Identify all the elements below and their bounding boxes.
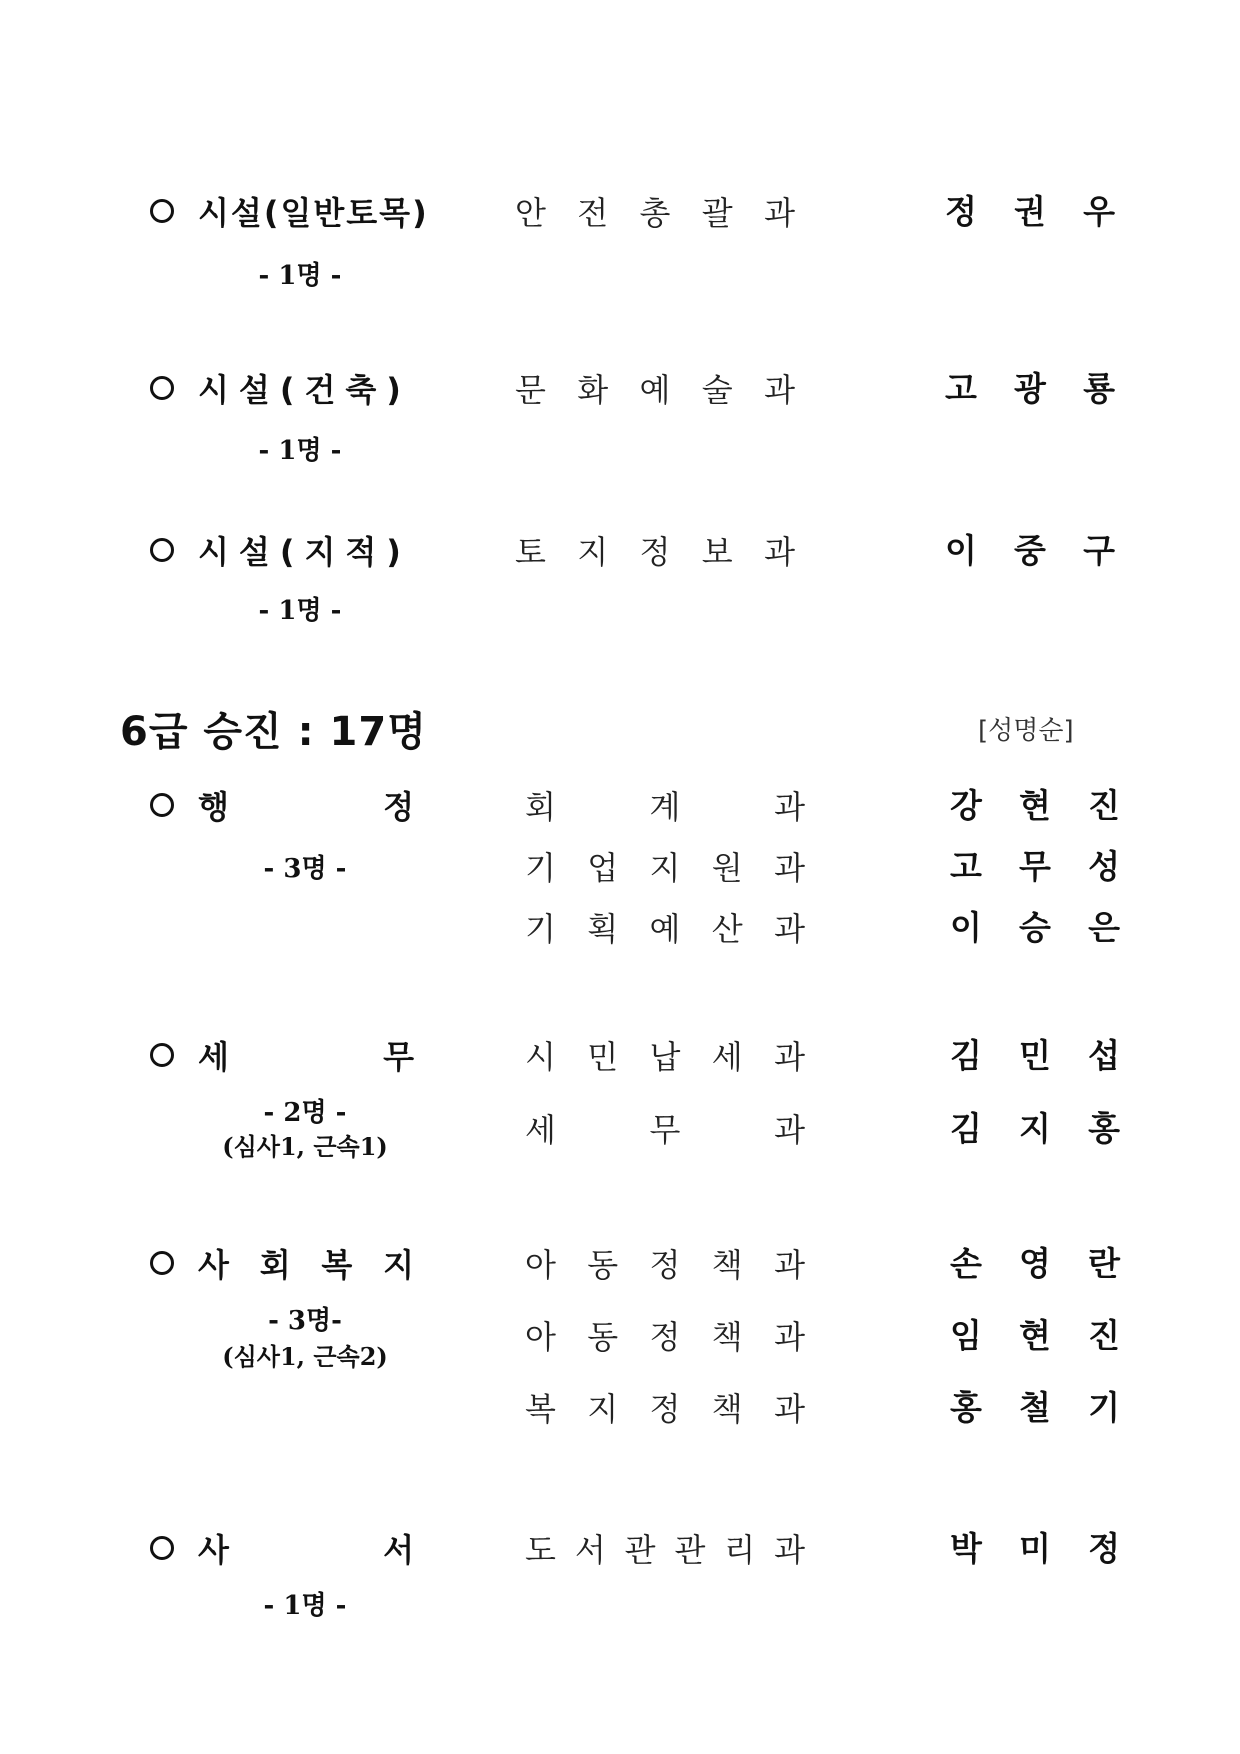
category-row — [150, 1240, 420, 1286]
department: 토 지 정 보 과 — [515, 533, 795, 571]
person-name: 이 승 은 — [950, 908, 1120, 947]
category-label: 세 무 — [198, 1038, 420, 1076]
department: 시 민 납 세 과 — [525, 1038, 805, 1076]
category-row — [150, 1525, 420, 1571]
person-name: 김 민 섭 — [950, 1036, 1120, 1075]
person-name: 이 중 구 — [945, 531, 1115, 570]
bullet-circle-icon — [150, 1251, 174, 1275]
category-label: 사 서 — [198, 1531, 420, 1569]
department: 회 계 과 — [525, 788, 805, 826]
category-row — [150, 365, 440, 411]
count-label: - 3명- — [268, 1306, 342, 1336]
category-row — [150, 1032, 420, 1078]
category-row — [150, 527, 440, 573]
person-name: 박 미 정 — [950, 1529, 1120, 1568]
person-name: 강 현 진 — [950, 786, 1120, 825]
category-label: 시설(건축) — [198, 371, 411, 409]
department: 기 획 예 산 과 — [525, 910, 805, 948]
count-label: - 1명 - — [258, 261, 342, 291]
person-name: 정 권 우 — [945, 192, 1115, 231]
category-label: 시설(일반토목) — [198, 194, 429, 232]
person-name: 손 영 란 — [950, 1244, 1120, 1283]
count-label: - 1명 - — [263, 1591, 347, 1621]
bullet-circle-icon — [150, 199, 174, 223]
department: 세 무 과 — [525, 1111, 805, 1149]
category-row — [150, 188, 440, 234]
department: 아 동 정 책 과 — [525, 1318, 805, 1356]
person-name: 고 광 룡 — [945, 369, 1115, 408]
person-name: 홍 철 기 — [950, 1388, 1120, 1427]
bullet-circle-icon — [150, 793, 174, 817]
category-row — [150, 782, 420, 828]
category-label: 행 정 — [198, 788, 420, 826]
person-name: 고 무 성 — [950, 847, 1120, 886]
sort-order-note: [성명순] — [978, 716, 1074, 746]
person-name: 임 현 진 — [950, 1316, 1120, 1355]
category-label: 사 회 복 지 — [198, 1246, 420, 1284]
count-label: - 2명 - — [263, 1098, 347, 1128]
bullet-circle-icon — [150, 1043, 174, 1067]
bullet-circle-icon — [150, 538, 174, 562]
bullet-circle-icon — [150, 1536, 174, 1560]
section-title: 6급 승진 : 17명 — [120, 709, 427, 755]
category-label: 시설(지적) — [198, 533, 411, 571]
person-name: 김 지 홍 — [950, 1109, 1120, 1148]
count-detail: (심사1, 근속2) — [222, 1342, 388, 1371]
department: 기 업 지 원 과 — [525, 849, 805, 887]
bullet-circle-icon — [150, 376, 174, 400]
count-label: - 1명 - — [258, 596, 342, 626]
department: 안 전 총 괄 과 — [515, 194, 795, 232]
count-label: - 1명 - — [258, 436, 342, 466]
count-label: - 3명 - — [263, 854, 347, 884]
department: 복 지 정 책 과 — [525, 1390, 805, 1428]
count-detail: (심사1, 근속1) — [222, 1132, 388, 1161]
department: 아 동 정 책 과 — [525, 1246, 805, 1284]
department: 도 서 관 관 리 과 — [525, 1531, 805, 1569]
department: 문 화 예 술 과 — [515, 371, 795, 409]
